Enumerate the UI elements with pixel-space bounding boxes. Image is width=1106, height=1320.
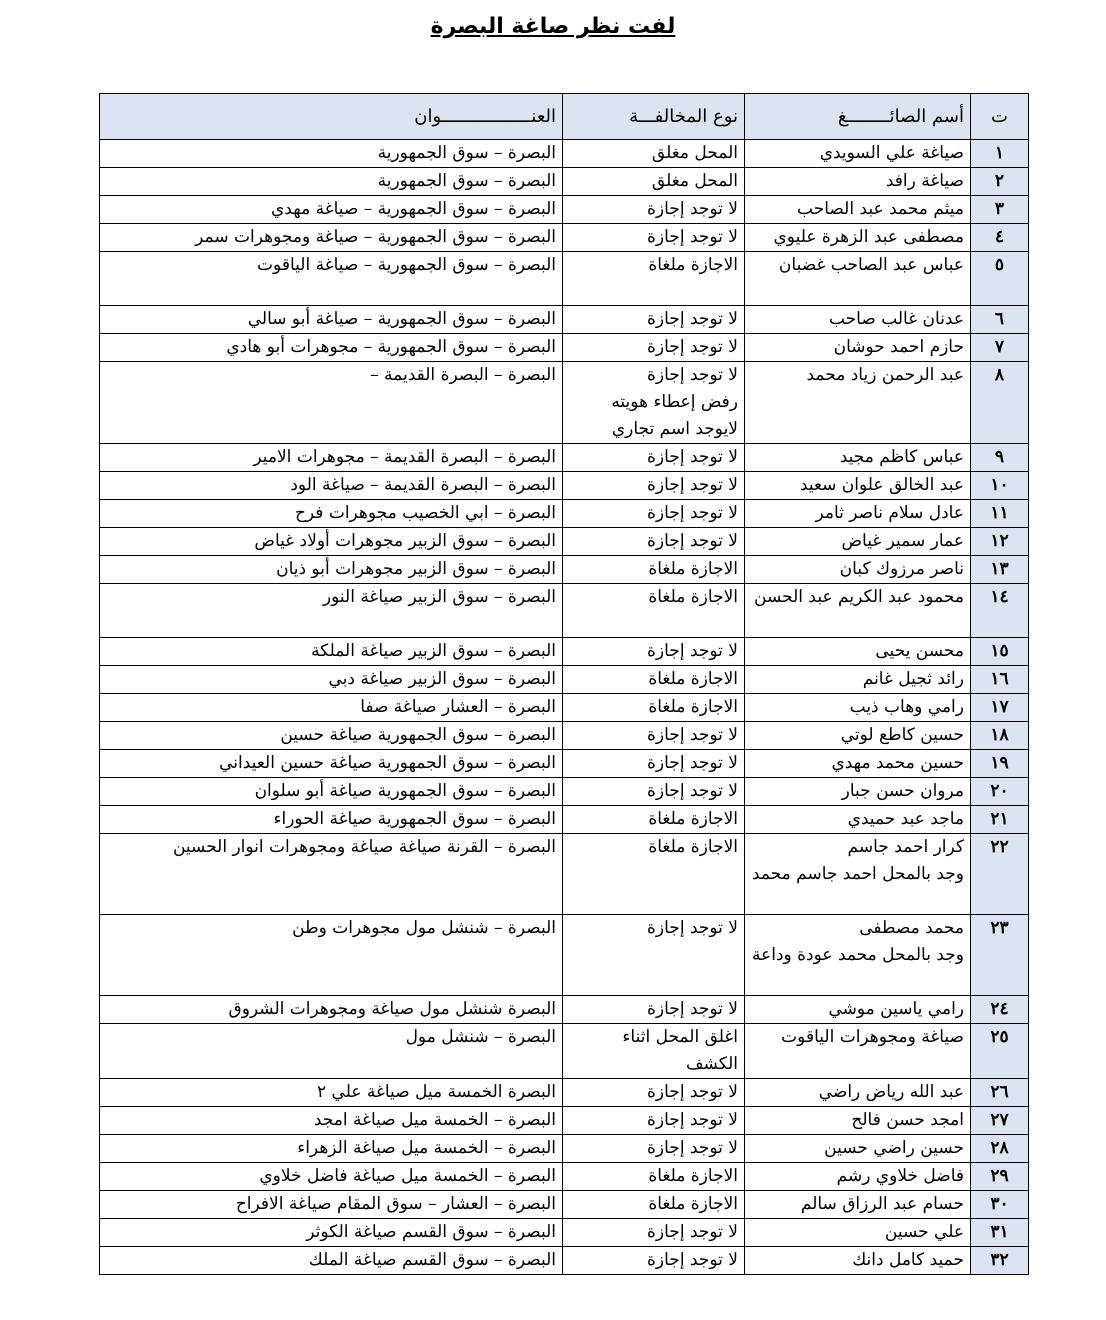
table-row: [100, 722, 1029, 750]
cell-address: البصرة – سوق الجمهورية – صياغة أبو سالي: [100, 306, 563, 334]
cell-violation: لا توجد إجازة: [563, 500, 745, 528]
cell-number: ١٤: [971, 584, 1029, 638]
cell-number: ١٩: [971, 750, 1029, 778]
table-row: [100, 778, 1029, 806]
cell-address: البصرة – سوق الزبير صياغة النور: [100, 584, 563, 638]
table-row: [100, 666, 1029, 694]
cell-address: البصرة شنشل مول صياغة ومجوهرات الشروق: [100, 996, 563, 1024]
cell-violation: لا توجد إجازة: [563, 722, 745, 750]
table-row: [100, 584, 1029, 638]
table-row: [100, 196, 1029, 224]
cell-name: حسين محمد مهدي: [745, 750, 971, 778]
cell-number: ٤: [971, 224, 1029, 252]
cell-name: محمد مصطفى وجد بالمحل محمد عودة وداعة: [745, 915, 971, 996]
table-row: [100, 500, 1029, 528]
cell-number: ١٢: [971, 528, 1029, 556]
cell-address: البصرة – ابي الخصيب مجوهرات فرح: [100, 500, 563, 528]
cell-name: عباس عبد الصاحب غضبان: [745, 252, 971, 306]
cell-address: البصرة – العشار – سوق المقام صياغة الافراح: [100, 1191, 563, 1219]
table-row: [100, 834, 1029, 915]
cell-address: البصرة – شنشل مول: [100, 1024, 563, 1079]
cell-name: حسين كاطع لوتي: [745, 722, 971, 750]
table-row: [100, 1107, 1029, 1135]
cell-number: ٢٢: [971, 834, 1029, 915]
cell-name: عمار سمير غياض: [745, 528, 971, 556]
cell-violation: لا توجد إجازة: [563, 472, 745, 500]
header-number: ت: [971, 94, 1029, 140]
cell-name: علي حسين: [745, 1219, 971, 1247]
table-row: [100, 915, 1029, 996]
table-row: [100, 334, 1029, 362]
cell-address: البصرة – سوق الجمهورية صياغة حسين: [100, 722, 563, 750]
cell-name: مروان حسن جبار: [745, 778, 971, 806]
cell-violation: لا توجد إجازة: [563, 306, 745, 334]
table-row: [100, 252, 1029, 306]
cell-name: محسن يحيى: [745, 638, 971, 666]
cell-number: ٨: [971, 362, 1029, 444]
cell-number: ١: [971, 140, 1029, 168]
cell-number: ١٨: [971, 722, 1029, 750]
cell-address: البصرة – سوق الجمهورية صياغة الحوراء: [100, 806, 563, 834]
cell-number: ١٠: [971, 472, 1029, 500]
table-body: [100, 140, 1029, 1275]
table-row: [100, 556, 1029, 584]
cell-name: عبد الله رياض راضي: [745, 1079, 971, 1107]
cell-name: عادل سلام ناصر ثامر: [745, 500, 971, 528]
cell-violation: الاجازة ملغاة: [563, 666, 745, 694]
cell-name: عدنان غالب صاحب: [745, 306, 971, 334]
cell-number: ٢: [971, 168, 1029, 196]
table-row: [100, 1024, 1029, 1079]
cell-address: البصرة – البصرة القديمة – مجوهرات الامير: [100, 444, 563, 472]
cell-address: البصرة – سوق الجمهورية صياغة حسين العيداني: [100, 750, 563, 778]
cell-name: صياغة ومجوهرات الياقوت: [745, 1024, 971, 1079]
cell-name: حازم احمد حوشان: [745, 334, 971, 362]
cell-violation: لا توجد إجازة: [563, 778, 745, 806]
cell-address: البصرة – البصرة القديمة – صياغة الود: [100, 472, 563, 500]
cell-name: رائد ثجيل غانم: [745, 666, 971, 694]
cell-name: ميثم محمد عبد الصاحب: [745, 196, 971, 224]
table-row: [100, 528, 1029, 556]
cell-name: عباس كاظم مجيد: [745, 444, 971, 472]
table-row: [100, 1163, 1029, 1191]
table-row: [100, 1079, 1029, 1107]
cell-address: البصرة – سوق الزبير مجوهرات أبو ذيان: [100, 556, 563, 584]
cell-address: البصرة – سوق الجمهورية: [100, 168, 563, 196]
cell-violation: لا توجد إجازة: [563, 1107, 745, 1135]
cell-number: ٢٤: [971, 996, 1029, 1024]
cell-name: صياغة علي السويدي: [745, 140, 971, 168]
cell-address: البصرة – سوق الجمهورية: [100, 140, 563, 168]
cell-address: البصرة – سوق الزبير صياغة دبي: [100, 666, 563, 694]
cell-name: فاضل خلاوي رشم: [745, 1163, 971, 1191]
cell-address: البصرة – سوق الزبير صياغة الملكة: [100, 638, 563, 666]
cell-violation: لا توجد إجازة: [563, 1079, 745, 1107]
cell-violation: الاجازة ملغاة: [563, 556, 745, 584]
cell-name: عبد الرحمن زياد محمد: [745, 362, 971, 444]
cell-address: البصرة – الخمسة ميل صياغة فاضل خلاوي: [100, 1163, 563, 1191]
cell-address: البصرة – الخمسة ميل صياغة امجد: [100, 1107, 563, 1135]
cell-name: عبد الخالق علوان سعيد: [745, 472, 971, 500]
table-row: [100, 1247, 1029, 1275]
cell-name: ماجد عبد حميدي: [745, 806, 971, 834]
cell-number: ٢٣: [971, 915, 1029, 996]
cell-number: ١٧: [971, 694, 1029, 722]
cell-address: البصرة – شنشل مول مجوهرات وطن: [100, 915, 563, 996]
cell-violation: اغلق المحل اثناء الكشف: [563, 1024, 745, 1079]
cell-number: ٥: [971, 252, 1029, 306]
cell-number: ١١: [971, 500, 1029, 528]
cell-address: البصرة – سوق الجمهورية – صياغة مهدي: [100, 196, 563, 224]
cell-violation: الاجازة ملغاة: [563, 1163, 745, 1191]
cell-violation: المحل مغلق: [563, 140, 745, 168]
cell-violation: لا توجد إجازة: [563, 1135, 745, 1163]
cell-number: ٢٧: [971, 1107, 1029, 1135]
cell-name: رامي ياسين موشي: [745, 996, 971, 1024]
cell-address: البصرة – الخمسة ميل صياغة الزهراء: [100, 1135, 563, 1163]
cell-violation: لا توجد إجازة: [563, 444, 745, 472]
table-row: [100, 306, 1029, 334]
cell-name: محمود عبد الكريم عبد الحسن: [745, 584, 971, 638]
cell-violation: الاجازة ملغاة: [563, 834, 745, 915]
goldsmiths-table: [99, 93, 1029, 1275]
cell-number: ٢٠: [971, 778, 1029, 806]
cell-number: ٢٨: [971, 1135, 1029, 1163]
cell-violation: لا توجد إجازة: [563, 915, 745, 996]
cell-number: ٢٥: [971, 1024, 1029, 1079]
cell-address: البصرة – سوق الجمهورية – صياغة ومجوهرات سمر: [100, 224, 563, 252]
cell-number: ٧: [971, 334, 1029, 362]
cell-address: البصرة – سوق الجمهورية – صياغة الياقوت: [100, 252, 563, 306]
cell-number: ٣: [971, 196, 1029, 224]
header-name: أسم الصائــــــــغ: [745, 94, 971, 140]
table-row: [100, 806, 1029, 834]
cell-name: حسين راضي حسين: [745, 1135, 971, 1163]
cell-violation: لا توجد إجازة: [563, 224, 745, 252]
cell-name: رامي وهاب ذيب: [745, 694, 971, 722]
header-address: العنـــــــــــــــــوان: [100, 94, 563, 140]
cell-violation: لا توجد إجازة: [563, 638, 745, 666]
table-row: [100, 224, 1029, 252]
table-row: [100, 472, 1029, 500]
cell-violation: الاجازة ملغاة: [563, 806, 745, 834]
cell-number: ٢١: [971, 806, 1029, 834]
cell-violation: الاجازة ملغاة: [563, 584, 745, 638]
cell-name: كرار احمد جاسم وجد بالمحل احمد جاسم محمد: [745, 834, 971, 915]
table-row: [100, 996, 1029, 1024]
cell-number: ٣٠: [971, 1191, 1029, 1219]
cell-address: البصرة – سوق الجمهورية صياغة أبو سلوان: [100, 778, 563, 806]
cell-address: البصرة – العشار صياغة صفا: [100, 694, 563, 722]
cell-address: البصرة الخمسة ميل صياغة علي ٢: [100, 1079, 563, 1107]
cell-violation: المحل مغلق: [563, 168, 745, 196]
cell-name: امجد حسن فالح: [745, 1107, 971, 1135]
cell-violation: الاجازة ملغاة: [563, 694, 745, 722]
cell-address: البصرة – سوق القسم صياغة الملك: [100, 1247, 563, 1275]
cell-number: ٣٢: [971, 1247, 1029, 1275]
table-row: [100, 694, 1029, 722]
cell-violation: لا توجد إجازة: [563, 1247, 745, 1275]
cell-name: حميد كامل دانك: [745, 1247, 971, 1275]
cell-violation: لا توجد إجازة رفض إعطاء هويته لايوجد اسم تجاري: [563, 362, 745, 444]
table-row: [100, 444, 1029, 472]
table-header-row: [100, 94, 1029, 140]
cell-number: ٦: [971, 306, 1029, 334]
cell-violation: لا توجد إجازة: [563, 1219, 745, 1247]
cell-name: ناصر مرزوك كبان: [745, 556, 971, 584]
cell-number: ٢٩: [971, 1163, 1029, 1191]
cell-number: ٣١: [971, 1219, 1029, 1247]
table-row: [100, 638, 1029, 666]
cell-violation: لا توجد إجازة: [563, 334, 745, 362]
cell-number: ١٥: [971, 638, 1029, 666]
table-row: [100, 1191, 1029, 1219]
cell-violation: لا توجد إجازة: [563, 750, 745, 778]
cell-violation: الاجازة ملغاة: [563, 252, 745, 306]
table-row: [100, 362, 1029, 444]
table-row: [100, 750, 1029, 778]
cell-address: البصرة – سوق القسم صياغة الكوثر: [100, 1219, 563, 1247]
table-row: [100, 168, 1029, 196]
cell-violation: لا توجد إجازة: [563, 528, 745, 556]
cell-number: ٩: [971, 444, 1029, 472]
cell-name: حسام عبد الرزاق سالم: [745, 1191, 971, 1219]
cell-address: البصرة – سوق الجمهورية – مجوهرات أبو هادي: [100, 334, 563, 362]
cell-violation: لا توجد إجازة: [563, 196, 745, 224]
header-violation: نوع المخالفـــة: [563, 94, 745, 140]
cell-number: ١٣: [971, 556, 1029, 584]
page-title: لفت نظر صاغة البصرة: [430, 14, 676, 39]
cell-name: مصطفى عبد الزهرة عليوي: [745, 224, 971, 252]
table-row: [100, 1135, 1029, 1163]
table-row: [100, 1219, 1029, 1247]
cell-address: البصرة – البصرة القديمة –: [100, 362, 563, 444]
cell-violation: لا توجد إجازة: [563, 996, 745, 1024]
cell-violation: الاجازة ملغاة: [563, 1191, 745, 1219]
cell-number: ١٦: [971, 666, 1029, 694]
cell-address: البصرة – سوق الزبير مجوهرات أولاد غياض: [100, 528, 563, 556]
cell-name: صياغة رافد: [745, 168, 971, 196]
cell-number: ٢٦: [971, 1079, 1029, 1107]
cell-address: البصرة – القرنة صياغة صياغة ومجوهرات انوار الحسين: [100, 834, 563, 915]
table-row: [100, 140, 1029, 168]
